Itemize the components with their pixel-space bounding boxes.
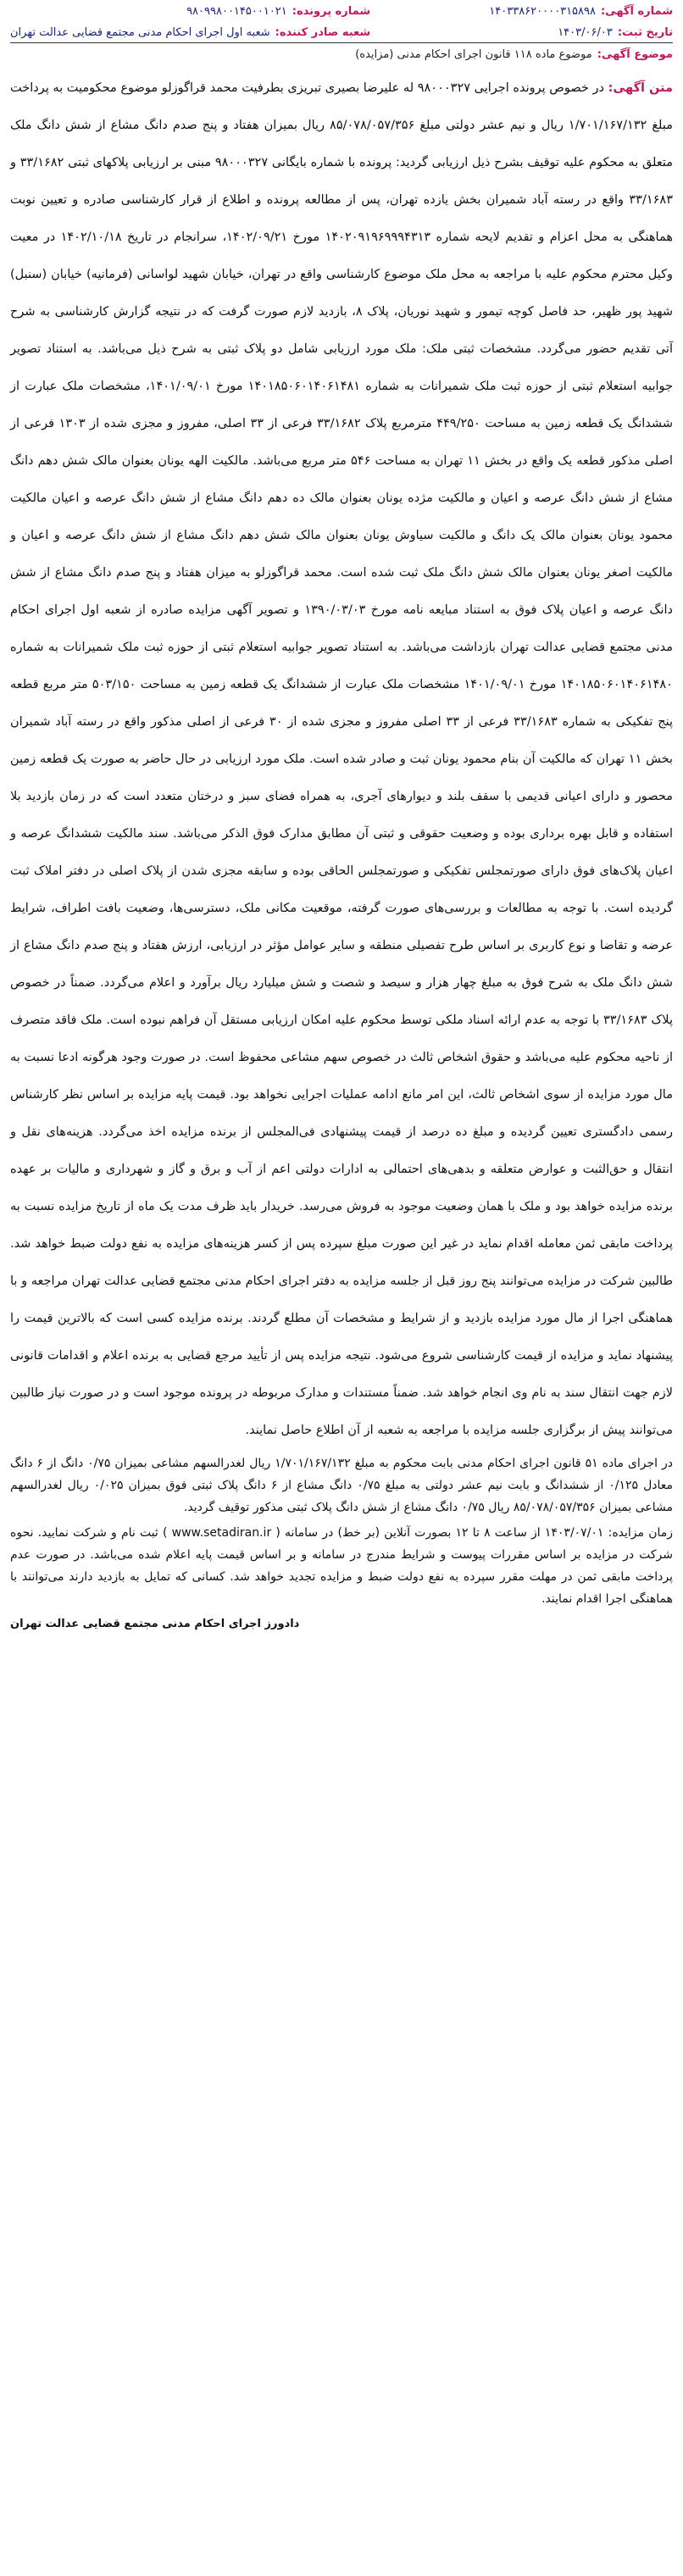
notice-header [10, 5, 673, 43]
subject-value: موضوع ماده ۱۱۸ قانون اجرای احکام مدنی (مزایده) [355, 48, 592, 61]
notice-body [10, 69, 673, 1449]
notice-number-row [489, 5, 673, 18]
branch-value: شعبه اول اجرای احکام مدنی مجتمع قضایی عدالت تهران [10, 26, 270, 39]
branch-label: شعبه صادر کننده: [275, 26, 371, 39]
case-number: ۹۸۰۹۹۸۰۰۱۴۵۰۰۱۰۲۱ [186, 5, 287, 18]
body-label: متن آگهی: [608, 81, 674, 95]
notice-number-label: شماره آگهی: [600, 5, 673, 18]
notice-number: ۱۴۰۳۳۸۶۲۰۰۰۰۳۱۵۸۹۸ [489, 5, 596, 18]
header-right-column [489, 5, 673, 39]
notice-footer [10, 1452, 673, 1635]
date-value: ۱۴۰۳/۰۶/۰۳ [558, 26, 613, 39]
footer-paragraph-1: در اجرای ماده ۵۱ قانون اجرای احکام مدنی بابت محکوم به مبلغ ۱/۷۰۱/۱۶۷/۱۳۲ ریال لغدرالسهم مشاعی بمیزان ۰/۷۵ دانگ از ۶ دانگ معادل ۰/۱۲۵ از ششدانگ و بابت نیم عشر دولتی به مبلغ ۰/۷۵ دانگ مشاع از ۶ دانگ پلاک ثبتی فوق بمیزان ۰/۰۲۵ ریال لغدرالسهم مشاعی بمیزان ۸۵/۰۷۸/۰۵۷/۳۵۶ ریال ۰/۷۵ دانگ مشاع از شش دانگ پلاک ثبتی مذکور توقیف گردید. [10, 1457, 674, 1514]
header-left-column [10, 5, 370, 39]
signature: دادورز اجرای احکام مدنی مجتمع قضایی عدالت تهران [10, 1618, 300, 1630]
subject-label: موضوع آگهی: [597, 48, 673, 61]
case-number-label: شماره پرونده: [292, 5, 371, 18]
branch-row [10, 26, 370, 39]
date-label: تاریخ ثبت: [617, 26, 673, 39]
case-number-row [10, 5, 370, 18]
subject-row [10, 48, 673, 61]
date-row [489, 26, 673, 39]
footer-paragraph-2: زمان مزایده: ۱۴۰۳/۰۷/۰۱ از ساعت ۸ تا ۱۲ بصورت آنلاین (بر خط) در سامانه ( www.setadiran.ir ) ثبت نام و شرکت نمایید. نحوه شرکت در مزایده بر اساس مقررات پیوست و شرایط مندرج در سامانه و بر اساس قیمت پایه اعلام شده می‌باشد. در صورت عدم پرداخت مابقی ثمن در مهلت مقرر سپرده به نفع دولت ضبط و مزایده تجدید خواهد شد. کسانی که تمایل به بازدید دارند می‌توانند با هماهنگی اجرا اقدام نمایند. [10, 1526, 673, 1606]
body-text: در خصوص پرونده اجرایی ۹۸۰۰۰۳۲۷ له علیرضا بصیری تبریزی بطرفیت محمد قراگوزلو موضوع محکومیت به پرداخت مبلغ ۱/۷۰۱/۱۶۷/۱۳۲ ریال و نیم عشر دولتی مبلغ ۸۵/۰۷۸/۰۵۷/۳۵۶ ریال بمیزان هفتاد و پنج صدم دانگ مشاع از شش دانگ ملک متعلق به محکوم علیه توقیف بشرح ذیل ارزیابی گردید: پرونده با شماره بایگانی ۹۸۰۰۰۳۲۷ مبنی بر ارزیابی پلاکهای ثبتی ۳۳/۱۶۸۲ و ۳۳/۱۶۸۳ واقع در رسته آباد شمیران بخش یازده تهران، پس از مطالعه پرونده و اطلاع از قرار کارشناسی صادره و تعیین نوبت هماهنگی به محل اعزام و تقدیم لایحه شماره ۱۴۰۲۰۹۱۹۶۹۹۹۴۳۱۳ مورخ ۱۴۰۲/۰۹/۲۱، سرانجام در تاریخ ۱۴۰۲/۱۰/۱۸ در معیت وکیل محترم محکوم علیه با مراجعه به محل ملک موضوع کارشناسی واقع در تهران، خیابان شهید لواسانی (فرمانیه) خیابان (سنبل) شهید پور ظهیر، حد فاصل کوچه تیمور و شهید نوریان، پلاک ۸، بازدید لازم صورت گرفت که در نتیجه گزارش کارشناسی به شرح آتی تقدیم حضور می‌گردد. مشخصات ثبتی ملک: ملک مورد ارزیابی شامل دو پلاک ثبتی به شرح ذیل می‌باشد. به استناد تصویر جوابیه استعلام ثبتی از حوزه ثبت ملک شمیرانات به شماره ۱۴۰۱۸۵۰۶۰۱۴۰۶۱۴۸۱ مورخ ۱۴۰۱/۰۹/۰۱، مشخصات ملک عبارت از ششدانگ یک قطعه زمین به مساحت ۴۴۹/۲۵۰ مترمربع پلاک ۳۳/۱۶۸۲ فرعی از ۳۳ اصلی، مفروز و مجزی شده از ۱۳۰۳ فرعی از اصلی مذکور قطعه یک واقع در بخش ۱۱ تهران به مساحت ۵۴۶ متر مربع می‌باشد. مالکیت الهه یونان بعنوان مالک شش دهم دانگ مشاع از شش دانگ عرصه و اعیان و مالکیت مژده یونان بعنوان مالک ده دهم دانگ مشاع از شش دانگ عرصه و اعیان مالکیت محمود یونان بعنوان مالک یک دانگ و مالکیت سیاوش یونان بعنوان مالک شش دهم دانگ مشاع از شش دانگ عرصه و اعیان و مالکیت اصغر یونان بعنوان مالک شش دانگ ملک ثبت شده است. محمد قراگوزلو به میزان هفتاد و پنج صدم دانگ مشاع از شش دانگ عرصه و اعیان پلاک فوق به استناد مبایعه نامه مورخ ۱۳۹۰/۰۳/۰۳ و تصویر آگهی مزایده صادره از شعبه اول اجرای احکام مدنی مجتمع قضایی عدالت تهران بازداشت می‌باشد. به استناد تصویر جوابیه استعلام ثبتی از حوزه ثبت ملک شمیرانات به شماره ۱۴۰۱۸۵۰۶۰۱۴۰۶۱۴۸۰ مورخ ۱۴۰۱/۰۹/۰۱ مشخصات ملک عبارت از ششدانگ یک قطعه زمین به مساحت ۵۰۳/۱۵۰ متر مربع قطعه پنج تفکیکی به شماره ۳۳/۱۶۸۳ فرعی از ۳۳ اصلی مفروز و مجزی شده از ۳۰ فرعی از اصلی مذکور واقع در رسته آباد شمیران بخش ۱۱ تهران که مالکیت آن بنام محمود یونان ثبت و صادر شده است. ملک مورد ارزیابی در حال حاضر به صورت یک قطعه زمین محصور و دارای اعیانی قدیمی با سقف بلند و دیوارهای آجری، به همراه فضای سبز و درختان متعدد است که در زمان بازدید بلا استفاده و قابل بهره برداری بوده و وضعیت حقوقی و ثبتی آن مطابق مدارک فوق الذکر می‌باشد. سند مالکیت ششدانگ عرصه و اعیان پلاک‌های فوق دارای صورتمجلس تفکیکی و صورتمجلس الحاقی بوده و سابقه مجزی شدن از پلاک اصلی در دفتر املاک ثبت گردیده است. با توجه به مطالعات و بررسی‌های صورت گرفته، موقعیت مکانی ملک، دسترسی‌ها، وضعیت بافت اطراف، شرایط عرضه و تقاضا و نوع کاربری بر اساس طرح تفصیلی منطقه و سایر عوامل مؤثر در ارزیابی، ارزش هفتاد و پنج صدم دانگ مشاع از شش دانگ ملک به شرح فوق به مبلغ چهار هزار و سیصد و شصت و شش میلیارد ریال برآورد و اعلام می‌گردد. ضمناً در خصوص پلاک ۳۳/۱۶۸۳ با توجه به عدم ارائه اسناد ملکی توسط محکوم علیه امکان ارزیابی مستقل آن فراهم نبوده است. ملک فاقد متصرف از ناحیه محکوم علیه می‌باشد و حقوق اشخاص ثالث در خصوص سهم مشاعی محفوظ است. در صورت وجود هرگونه ادعا نسبت به مال مورد مزایده از سوی اشخاص ثالث، این امر مانع ادامه عملیات اجرایی نخواهد بود. قیمت پایه مزایده بر اساس نظر کارشناس رسمی دادگستری تعیین گردیده و مبلغ ده درصد از قیمت پیشنهادی فی‌المجلس از برنده مزایده اخذ می‌گردد. هزینه‌های نقل و انتقال و حق‌الثبت و عوارض متعلقه و بدهی‌های احتمالی به ادارات دولتی اعم از آب و برق و گاز و شهرداری و مالیات بر عهده برنده مزایده خواهد بود و ملک با همان وضعیت موجود به فروش می‌رسد. خریدار باید ظرف مدت یک ماه از تاریخ مزایده نسبت به پرداخت مابقی ثمن معامله اقدام نماید در غیر این صورت مبلغ سپرده پس از کسر هزینه‌های مزایده به نفع دولت ضبط خواهد شد. طالبین شرکت در مزایده می‌توانند پنج روز قبل از جلسه مزایده به دفتر اجرای احکام مدنی مجتمع قضایی عدالت تهران مراجعه و با هماهنگی اجرا از مال مورد مزایده بازدید و از شرایط و مشخصات آن مطلع گردند. برنده مزایده کسی است که بالاترین قیمت را پیشنهاد نماید و مزایده از قیمت کارشناسی شروع می‌شود. نتیجه مزایده پس از تأیید مرجع قضایی به برنده اعلام و اقدامات قانونی لازم جهت انتقال سند به نام وی انجام خواهد شد. ضمناً مستندات و مدارک مربوطه در پرونده موجود است و در صورت نیاز طالبین می‌توانند پیش از برگزاری جلسه مزایده با مراجعه به شعبه از آن اطلاع حاصل نمایند. [10, 81, 674, 1437]
